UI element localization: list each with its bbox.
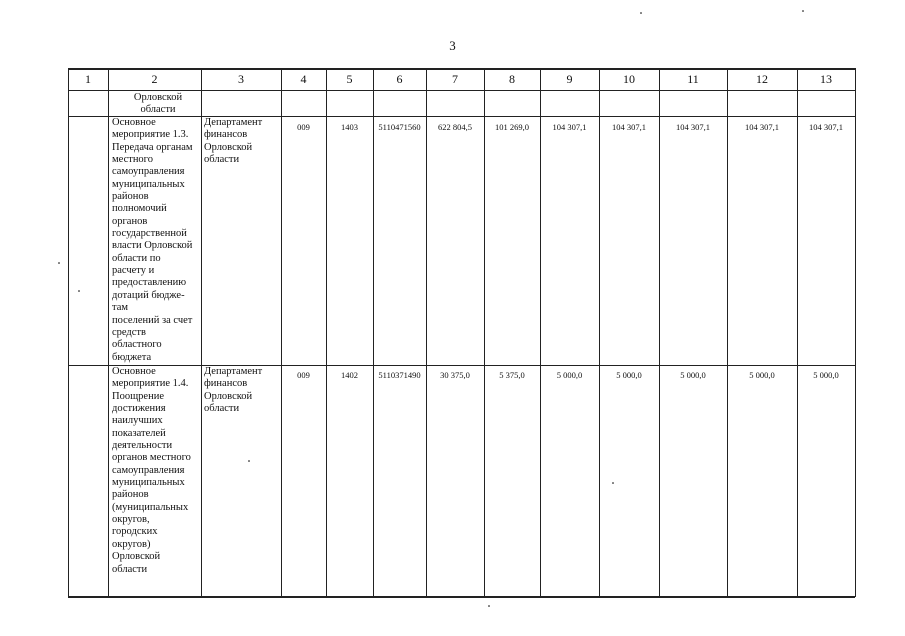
header-cell: 3 [238, 72, 244, 86]
row-3-description: Основное мероприятие 1.4. Поощрение достижения наилучших показателей деятельности органов местного самоуправления муниципальных районов (муниципальных округов, городских округов) Орловской области [112, 366, 191, 575]
column-border [426, 68, 427, 597]
column-border [727, 68, 728, 597]
row-3-col9: 5 000,0 [556, 370, 583, 380]
row-2-col7: 622 804,5 [438, 122, 472, 132]
row-2-col11: 104 307,1 [676, 122, 710, 132]
header-cell: 10 [623, 72, 635, 86]
row-3-col11: 5 000,0 [680, 370, 706, 380]
header-cell: 8 [509, 72, 515, 86]
header-cell: 7 [452, 72, 458, 86]
scan-speck [612, 482, 614, 484]
header-cell: 2 [151, 72, 158, 86]
scan-speck [802, 10, 804, 12]
column-border [797, 68, 798, 597]
column-border [599, 68, 600, 597]
column-border [108, 68, 109, 597]
row-2-description: Основное мероприятие 1.3. Передача органам местного самоуправления муниципальных районов полномочий органов государственной власти Орловской области по расчету и предоставлению дотаций бюдже- там поселений за счет средств областного бюджета [112, 117, 193, 363]
row-3-col10: 5 000,0 [616, 370, 642, 380]
row-3-col5: 1402 [341, 370, 358, 380]
header-cell: 6 [396, 72, 403, 86]
header-cell: 11 [687, 72, 699, 86]
column-border [659, 68, 660, 597]
header-cell: 12 [756, 72, 768, 86]
scan-speck [488, 605, 490, 607]
row-3-col12: 5 000,0 [749, 370, 775, 380]
header-cell: 9 [566, 72, 573, 86]
row-3-col7: 30 375,0 [440, 370, 470, 380]
header-divider [68, 90, 855, 91]
column-border [326, 68, 327, 597]
column-border [373, 68, 374, 597]
row-2-col5: 1403 [341, 122, 358, 132]
scan-speck [640, 12, 642, 14]
row-2-col10: 104 307,1 [612, 122, 646, 132]
row-3-executor: Департамент финансов Орловской области [204, 366, 263, 415]
row-3-col8: 5 375,0 [499, 370, 525, 380]
column-border [855, 68, 856, 597]
row-2-col12: 104 307,1 [745, 122, 779, 132]
header-cell: 13 [820, 72, 832, 86]
row-2-col6: 5110471560 [378, 122, 421, 132]
row-2-col13: 104 307,1 [809, 122, 843, 132]
column-border [540, 68, 541, 597]
row-2-col8: 101 269,0 [495, 122, 529, 132]
header-cell: 4 [300, 72, 307, 86]
scan-speck [78, 290, 80, 292]
column-border [281, 68, 282, 597]
scan-speck [58, 262, 60, 264]
row-3-col13: 5 000,0 [813, 370, 839, 380]
row-1-description: Орловской области [133, 92, 183, 116]
table-border-bottom [68, 596, 855, 598]
row-2-executor: Департамент финансов Орловской области [204, 117, 263, 166]
row-2-col9: 104 307,1 [552, 122, 587, 132]
column-border [68, 68, 69, 597]
header-cell: 5 [346, 72, 353, 86]
row-3-col6: 5110371490 [378, 370, 421, 380]
header-cell: 1 [85, 72, 91, 86]
column-border [484, 68, 485, 597]
scan-speck [248, 460, 250, 462]
row-3-col4: 009 [297, 370, 310, 380]
row-2-col4: 009 [297, 122, 310, 132]
page-number: 3 [449, 38, 456, 53]
